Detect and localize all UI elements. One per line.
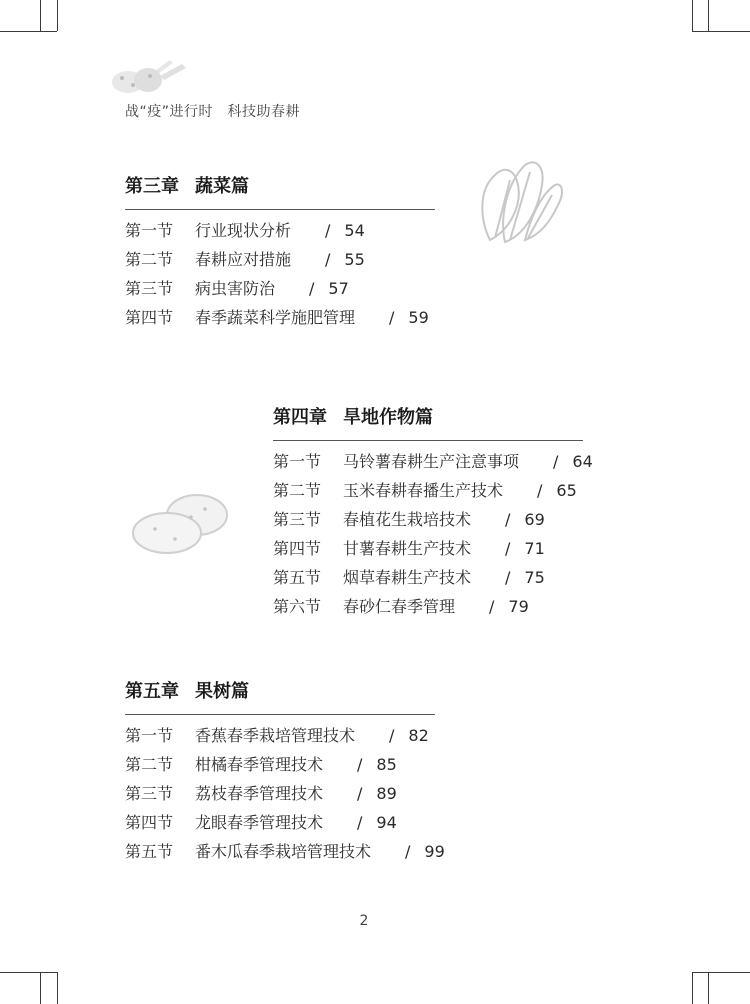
crop-mark bbox=[40, 972, 41, 1004]
chapter-title bbox=[273, 406, 583, 430]
page-ref: 89 bbox=[376, 784, 397, 803]
potato-illustration-icon bbox=[125, 487, 235, 557]
separator: / bbox=[325, 250, 331, 269]
separator: / bbox=[309, 279, 315, 298]
section-title: 荔枝春季管理技术 bbox=[195, 784, 324, 803]
section-number: 第一节 bbox=[125, 726, 174, 745]
chapter-number: 第四章 bbox=[273, 407, 327, 428]
crop-mark bbox=[708, 0, 709, 31]
separator: / bbox=[537, 481, 543, 500]
toc-entry[interactable] bbox=[125, 216, 435, 245]
page-ref: 64 bbox=[572, 452, 593, 471]
separator: / bbox=[553, 452, 559, 471]
header-decoration-icon bbox=[100, 58, 200, 98]
toc-entry[interactable] bbox=[273, 476, 583, 505]
chapter-5 bbox=[125, 680, 445, 866]
section-number: 第三节 bbox=[273, 510, 322, 529]
page-ref: 82 bbox=[408, 726, 429, 745]
toc-entry[interactable] bbox=[125, 721, 435, 750]
section-number: 第三节 bbox=[125, 279, 174, 298]
crop-mark bbox=[708, 972, 709, 1004]
running-header: 战“疫”进行时 科技助春耕 bbox=[125, 104, 301, 120]
toc-entry[interactable] bbox=[125, 274, 435, 303]
toc-entry[interactable] bbox=[125, 779, 435, 808]
toc-entry[interactable] bbox=[125, 245, 435, 274]
separator: / bbox=[389, 308, 395, 327]
separator: / bbox=[505, 539, 511, 558]
toc-entry[interactable] bbox=[125, 303, 435, 332]
section-title: 行业现状分析 bbox=[195, 221, 292, 240]
section-number: 第一节 bbox=[273, 452, 322, 471]
chapter-number: 第五章 bbox=[125, 681, 179, 702]
crop-mark bbox=[692, 972, 693, 1004]
section-title: 春砂仁春季管理 bbox=[343, 597, 456, 616]
separator: / bbox=[357, 813, 363, 832]
section-number: 第五节 bbox=[273, 568, 322, 587]
page-ref: 75 bbox=[524, 568, 545, 587]
section-title: 烟草春耕生产技术 bbox=[343, 568, 472, 587]
section-number: 第四节 bbox=[125, 308, 174, 327]
page-ref: 69 bbox=[524, 510, 545, 529]
page-number: 2 bbox=[359, 913, 369, 929]
section-number: 第二节 bbox=[125, 755, 174, 774]
separator: / bbox=[505, 510, 511, 529]
separator: / bbox=[405, 842, 411, 861]
section-title: 番木瓜春季栽培管理技术 bbox=[195, 842, 372, 861]
section-title: 柑橘春季管理技术 bbox=[195, 755, 324, 774]
section-title: 春植花生栽培技术 bbox=[343, 510, 472, 529]
section-title: 春耕应对措施 bbox=[195, 250, 292, 269]
chapter-title bbox=[125, 175, 435, 199]
separator: / bbox=[389, 726, 395, 745]
section-number: 第六节 bbox=[273, 597, 322, 616]
toc-entry[interactable] bbox=[273, 563, 583, 592]
section-number: 第四节 bbox=[125, 813, 174, 832]
page-ref: 99 bbox=[424, 842, 445, 861]
crop-mark bbox=[692, 972, 750, 973]
chapter-4 bbox=[273, 406, 593, 621]
crop-mark bbox=[57, 972, 58, 1004]
chapter-name: 果树篇 bbox=[195, 681, 249, 702]
section-number: 第五节 bbox=[125, 842, 174, 861]
section-title: 玉米春耕春播生产技术 bbox=[343, 481, 504, 500]
page-ref: 94 bbox=[376, 813, 397, 832]
section-title: 香蕉春季栽培管理技术 bbox=[195, 726, 356, 745]
section-number: 第二节 bbox=[125, 250, 174, 269]
crop-mark bbox=[692, 31, 750, 32]
separator: / bbox=[357, 755, 363, 774]
chapter-rule bbox=[125, 714, 435, 715]
section-title: 龙眼春季管理技术 bbox=[195, 813, 324, 832]
section-number: 第四节 bbox=[273, 539, 322, 558]
chapter-name: 蔬菜篇 bbox=[195, 176, 249, 197]
section-title: 甘薯春耕生产技术 bbox=[343, 539, 472, 558]
section-number: 第二节 bbox=[273, 481, 322, 500]
crop-mark bbox=[0, 31, 57, 32]
toc-entry[interactable] bbox=[273, 447, 593, 476]
page-ref: 55 bbox=[344, 250, 365, 269]
page-ref: 54 bbox=[344, 221, 365, 240]
section-title: 马铃薯春耕生产注意事项 bbox=[343, 452, 520, 471]
separator: / bbox=[357, 784, 363, 803]
section-title: 春季蔬菜科学施肥管理 bbox=[195, 308, 356, 327]
chapter-title bbox=[125, 680, 435, 704]
toc-entry[interactable] bbox=[125, 808, 435, 837]
crop-mark bbox=[692, 0, 693, 31]
separator: / bbox=[325, 221, 331, 240]
page-ref: 79 bbox=[508, 597, 529, 616]
section-number: 第一节 bbox=[125, 221, 174, 240]
page-ref: 65 bbox=[556, 481, 577, 500]
page-ref: 59 bbox=[408, 308, 429, 327]
chapter-rule bbox=[273, 440, 583, 441]
crop-mark bbox=[0, 972, 57, 973]
chapter-name: 旱地作物篇 bbox=[343, 407, 433, 428]
toc-entry[interactable] bbox=[273, 534, 583, 563]
toc-entry[interactable] bbox=[125, 750, 435, 779]
section-number: 第三节 bbox=[125, 784, 174, 803]
separator: / bbox=[489, 597, 495, 616]
chapter-number: 第三章 bbox=[125, 176, 179, 197]
chapter-3 bbox=[125, 175, 435, 332]
crop-mark bbox=[40, 0, 41, 31]
toc-entry[interactable] bbox=[273, 592, 583, 621]
separator: / bbox=[505, 568, 511, 587]
section-title: 病虫害防治 bbox=[195, 279, 276, 298]
page-ref: 57 bbox=[328, 279, 349, 298]
page-ref: 71 bbox=[524, 539, 545, 558]
toc-entry[interactable] bbox=[273, 505, 583, 534]
vegetable-illustration-icon bbox=[470, 150, 570, 250]
crop-mark bbox=[57, 0, 58, 31]
page-ref: 85 bbox=[376, 755, 397, 774]
toc-entry[interactable] bbox=[125, 837, 445, 866]
chapter-rule bbox=[125, 209, 435, 210]
